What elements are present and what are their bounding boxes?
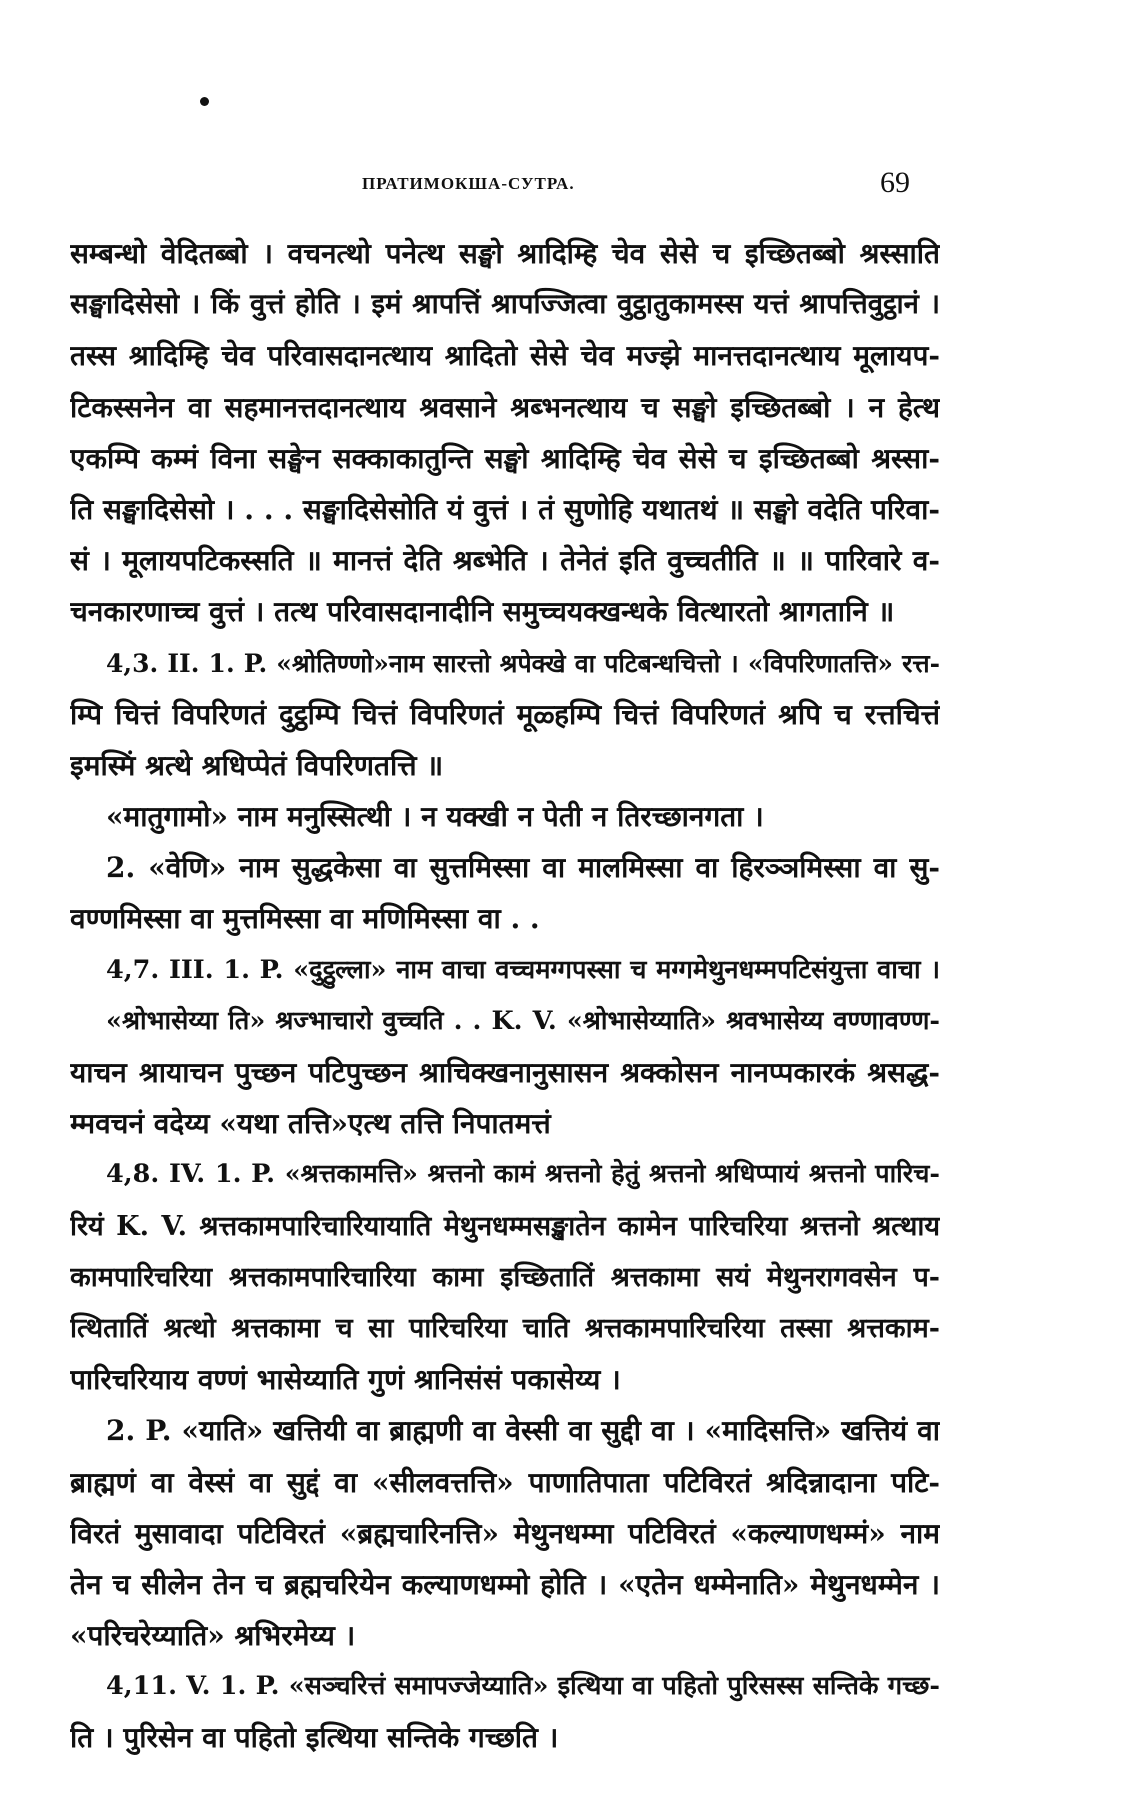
- text-line: सङ्घादिसेसो । किं वुत्तं होति । इमं श्रापत्तिं श्रापज्जित्वा वुट्ठातुकामस्स यत्तं श्रापत्तिवुट्ठानं ।: [70, 288, 940, 321]
- text-line: विरतं मुसावादा पटिविरतं «ब्रह्मचारिनत्ति» मेथुनधम्मा पटिविरतं «कल्याणधम्मं» नाम: [70, 1516, 940, 1550]
- text-line: पारिचरियाय वण्णं भासेय्याति गुणं श्रानिसंसं पकासेय्य ।: [70, 1363, 621, 1397]
- text-line: तेन च सीलेन तेन च ब्रह्मचरियेन कल्याणधम्मो होति । «एतेन धम्मेनाति» मेथुनधम्मेन ।: [70, 1567, 940, 1601]
- text-line: 4,3. II. 1. P. «श्रोतिण्णो»नाम सारत्तो श्रपेक्खे वा पटिबन्धचित्तो । «विपरिणातत्ति» रत्त-: [106, 648, 940, 678]
- body-text: [70, 228, 940, 1764]
- text-line: इमस्मिं श्रत्थे श्रधिप्पेतं विपरिणतत्ति ॥: [70, 748, 444, 782]
- text-line: ब्राह्मणं वा वेस्सं वा सुद्दं वा «सीलवत्तत्ति» पाणातिपाता पटिविरतं श्रदिन्नादाना पटि-: [70, 1465, 940, 1499]
- text-line: म्मवचनं वदेय्य «यथा तत्ति»एत्थ तत्ति निपातमत्तं: [70, 1107, 551, 1141]
- text-line: वण्णमिस्सा वा मुत्तमिस्सा वा मणिमिस्सा वा . .: [70, 902, 540, 936]
- text-line: 4,11. V. 1. P. «सञ्चरित्तं समापज्जेय्याति» इत्थिया वा पहितो पुरिसस्स सन्तिके गच्छ-: [106, 1671, 940, 1702]
- text-line: «मातुगामो» नाम मनुस्सित्थी । न यक्खी न पेती न तिरच्छानगता ।: [106, 800, 764, 834]
- text-line: रियं K. V. श्रत्तकामपारिचारियायाति मेथुनधम्मसङ्खातेन कामेन पारिचरिया श्रत्तनो श्रत्थाय: [70, 1210, 940, 1242]
- text-line: एकम्पि कम्मं विना सङ्घेन सक्काकातुन्ति सङ्घो श्रादिम्हि चेव सेसे च इच्छितब्बो श्रस्सा-: [70, 441, 940, 475]
- page-number: 69: [880, 166, 910, 199]
- text-line: त्थितातिं श्रत्थो श्रत्तकामा च सा पारिचरिया चाति श्रत्तकामपारिचरिया तस्सा श्रत्तकाम-: [70, 1312, 940, 1344]
- page-header: [0, 166, 1140, 206]
- text-line: कामपारिचरिया श्रत्तकामपारिचारिया कामा इच्छितातिं श्रत्तकामा सयं मेथुनरागवसेन प-: [70, 1261, 940, 1293]
- ink-speck: [200, 97, 209, 106]
- text-line: «श्रोभासेय्या ति» श्रज्भाचारो वुच्चति . . K. V. «श्रोभासेय्याति» श्रवभासेय्य वण्णावण्ण-: [106, 1005, 940, 1036]
- running-title: ПРАТИМОКША-СУТРА.: [362, 174, 575, 193]
- text-line: याचन श्रायाचन पुच्छन पटिपुच्छन श्राचिक्खनानुसासन श्रक्कोसन नानप्पकारकं श्रसद्ध-: [70, 1056, 940, 1089]
- text-line: 2. P. «याति» खत्तियी वा ब्राह्मणी वा वेस्सी वा सुद्दी वा । «मादिसत्ति» खत्तियं वा: [106, 1414, 940, 1448]
- text-line: सम्बन्धो वेदितब्बो । वचनत्थो पनेत्थ सङ्घो श्रादिम्हि चेव सेसे च इच्छितब्बो श्रस्साति: [70, 237, 940, 270]
- text-line: म्पि चित्तं विपरिणतं दुट्ठम्पि चित्तं विपरिणतं मूळ्हम्पि चित्तं विपरिणतं श्रपि च रत्तचित्तं: [70, 697, 940, 731]
- text-line: तस्स श्रादिम्हि चेव परिवासदानत्थाय श्रादितो सेसे चेव मज्झे मानत्तदानत्थाय मूलायप-: [70, 339, 940, 373]
- text-line: ति । पुरिसेन वा पहितो इत्थिया सन्तिके गच्छति ।: [70, 1721, 559, 1755]
- text-line: «परिचरेय्याति» श्रभिरमेय्य ।: [70, 1619, 356, 1653]
- text-line: टिकस्सनेन वा सहमानत्तदानत्थाय श्रवसाने श्रब्भनत्थाय च सङ्घो इच्छितब्बो । न हेत्थ: [70, 390, 940, 424]
- text-line: 4,8. IV. 1. P. «श्रत्तकामत्ति» श्रत्तनो कामं श्रत्तनो हेतुं श्रत्तनो श्रधिप्पायं श्रत्तनो पारिच-: [106, 1159, 940, 1190]
- text-line: सं । मूलायपटिकस्सति ॥ मानत्तं देति श्रब्भेति । तेनेतं इति वुच्चतीति ॥ ॥ पारिवारे व-: [70, 544, 940, 578]
- text-line: ति सङ्घादिसेसो । . . . सङ्घादिसेसोति यं वुत्तं । तं सुणोहि यथातथं ॥ सङ्घो वदेति परिवा-: [70, 492, 940, 526]
- text-line: चनकारणाच्च वुत्तं । तत्थ परिवासदानादीनि समुच्चयक्खन्धके वित्थारतो श्रागतानि ॥: [70, 595, 895, 629]
- text-line: 4,7. III. 1. P. «दुट्ठुल्ला» नाम वाचा वच्चमग्गपस्सा च मग्गमेथुनधम्मपटिसंयुत्ता वाचा ।: [106, 954, 940, 985]
- text-line: 2. «वेणि» नाम सुद्धकेसा वा सुत्तमिस्सा वा मालमिस्सा वा हिरञ्ञमिस्सा वा सु-: [106, 851, 940, 885]
